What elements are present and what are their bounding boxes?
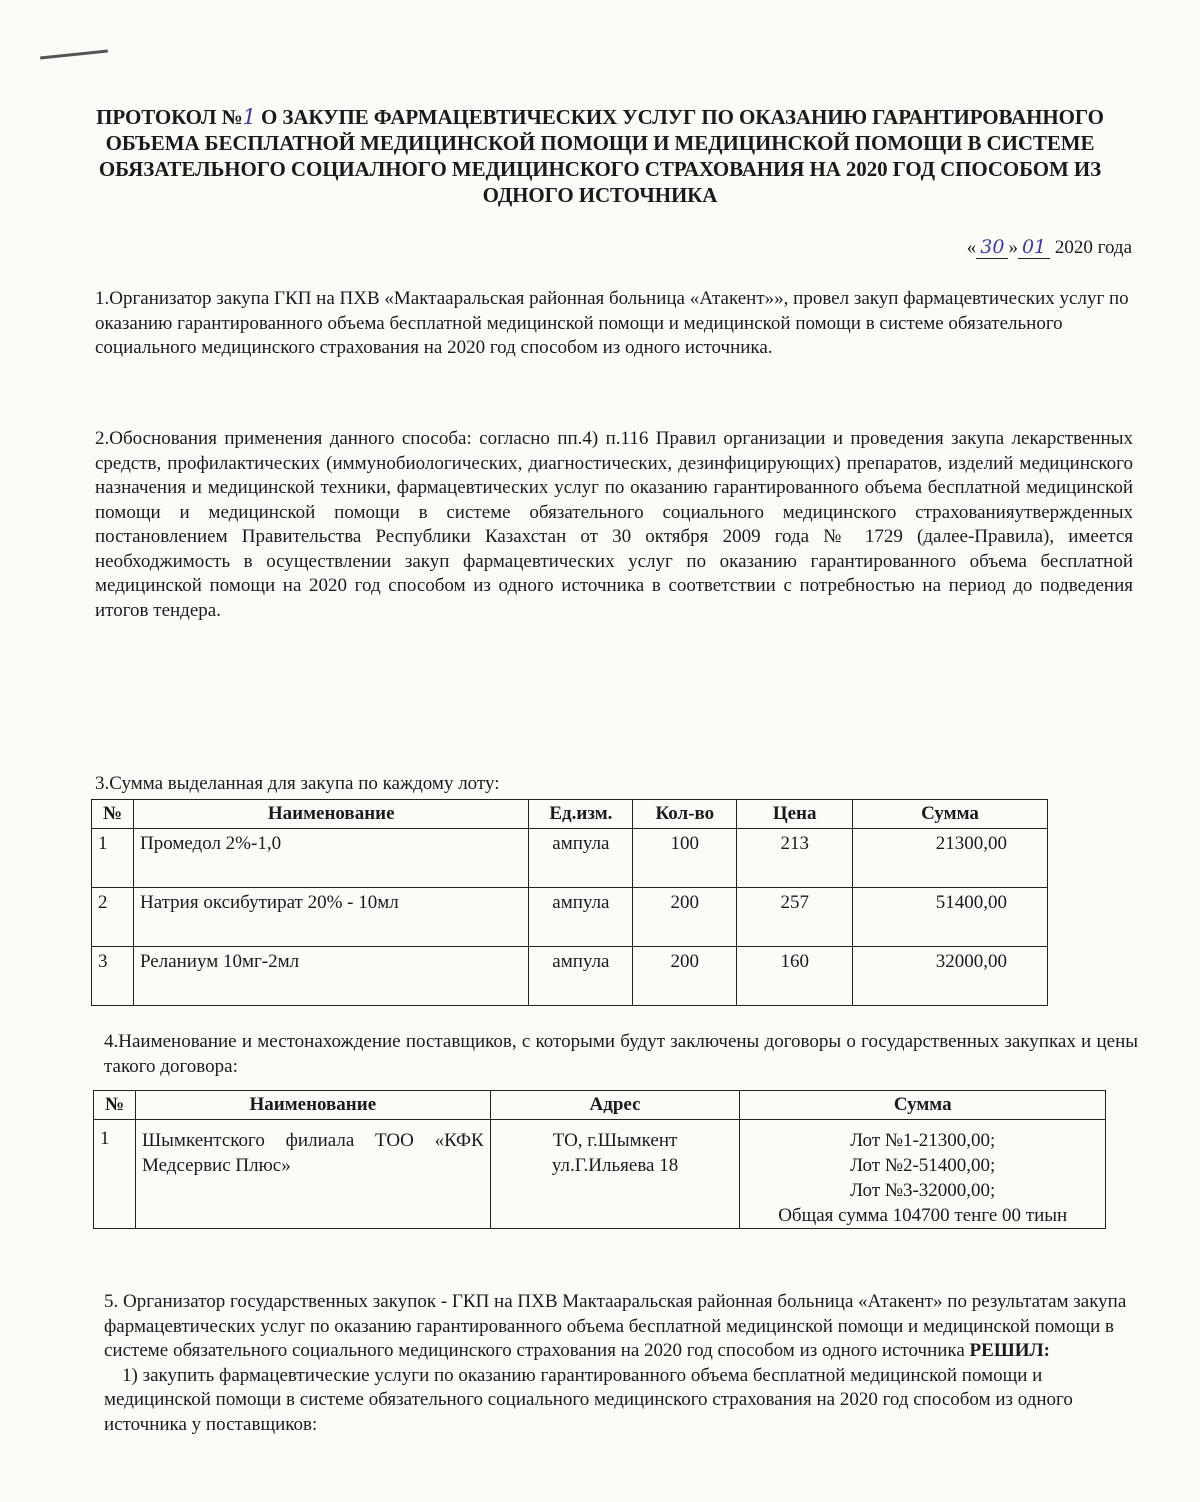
lots-col-unit: Ед.изм. — [529, 800, 633, 829]
suppliers-col-num: № — [94, 1091, 136, 1120]
lot-qty: 200 — [633, 947, 737, 1006]
lot-qty: 200 — [633, 888, 737, 947]
lots-col-qty: Кол-во — [633, 800, 737, 829]
lots-table-header — [92, 800, 1048, 829]
supplier-address — [490, 1120, 740, 1229]
lot-num: 2 — [92, 888, 134, 947]
suppliers-col-name: Наименование — [135, 1091, 490, 1120]
supplier-sum-line: Лот №1-21300,00; — [850, 1130, 996, 1151]
section-5-decision — [104, 1290, 1138, 1437]
section-5-text: 5. Организатор государственных закупок - ГКП на ПХВ Мактааральская районная больница «Атакент» по результатам закупа фармацевтических услуг по оказанию гарантированного объема бесплатной медицинской помощи и медицинской помощи в системе обязательного социального медицинского страхования на 2020 год способом из одного источника — [104, 1291, 1127, 1361]
document-title — [60, 104, 1140, 208]
title-prefix: ПРОТОКОЛ № — [96, 105, 243, 129]
lot-qty: 100 — [633, 829, 737, 888]
supplier-sum-line: Общая сумма 104700 тенге 00 тиын — [778, 1205, 1068, 1226]
supplier-address-line: ТО, г.Шымкент — [552, 1130, 678, 1151]
suppliers-table-header — [94, 1091, 1106, 1120]
lot-price: 160 — [737, 947, 853, 1006]
supplier-sum — [740, 1120, 1106, 1229]
table-row — [92, 829, 1048, 888]
lot-num: 3 — [92, 947, 134, 1006]
lot-sum: 51400,00 — [853, 888, 1048, 947]
table-row — [92, 947, 1048, 1006]
table-row — [94, 1120, 1106, 1229]
section-4-heading: 4.Наименование и местонахождение поставщиков, с которыми будут заключены договоры о государственных закупках и цены такого договора: — [104, 1031, 1138, 1077]
document-date — [870, 236, 1132, 259]
date-year: 2020 года — [1050, 237, 1132, 258]
suppliers-table — [93, 1090, 1106, 1229]
protocol-number-handwritten: 1 — [242, 105, 256, 129]
lots-col-sum: Сумма — [853, 800, 1048, 829]
lot-sum: 32000,00 — [853, 947, 1048, 1006]
lot-sum: 21300,00 — [853, 829, 1048, 888]
section-5-decided: РЕШИЛ: — [969, 1340, 1050, 1361]
scan-pen-mark — [40, 49, 108, 59]
section-2-justification: 2.Обоснования применения данного способа: согласно пп.4) п.116 Правил организации и проведения закупа лекарственных средств, профилактических (иммунобиологических, диагностических, дезинфицирующих) препаратов, изделий медицинского назначения и медицинской техники, фармацевтических услуг по оказанию гарантированного объема бесплатной медицинской помощи и медицинской помощи в системе обязательного социального медицинского страхованияутвержденных постановлением Правительства Республики Казахстан от 30 октября 2009 года № 1729 (далее-Правила), имеется необходжимость в осуществлении закуп фармацевтических услуг по оказанию гарантированного объема бесплатной медицинской помощи на 2020 год способом из одного источника в соответствии с потребностью на период до подведения итогов тендера. — [95, 428, 1133, 621]
lot-name: Натрия оксибутират 20% - 10мл — [133, 888, 528, 947]
supplier-address-line: ул.Г.Ильяева 18 — [551, 1155, 679, 1176]
lot-unit: ампула — [529, 888, 633, 947]
title-rest: О ЗАКУПЕ ФАРМАЦЕВТИЧЕСКИХ УСЛУГ ПО ОКАЗАНИЮ ГАРАНТИРОВАННОГО ОБЪЕМА БЕСПЛАТНОЙ МЕДИЦИНСКОЙ ПОМОЩИ И МЕДИЦИНСКОЙ ПОМОЩИ В СИСТЕМЕ ОБЯЗАТЕЛЬНОГО СОЦИАЛНОГО МЕДИЦИНСКОГО СТРАХОВАНИЯ НА 2020 ГОД СПОСОБОМ ИЗ ОДНОГО ИСТОЧНИКА — [98, 105, 1104, 207]
lot-price: 213 — [737, 829, 853, 888]
supplier-sum-line: Лот №3-32000,00; — [850, 1180, 996, 1201]
lot-name: Промедол 2%-1,0 — [133, 829, 528, 888]
lot-unit: ампула — [529, 829, 633, 888]
suppliers-col-address: Адрес — [490, 1091, 740, 1120]
date-quote-open: « — [966, 237, 977, 258]
section-1-organizer: 1.Организатор закупа ГКП на ПХВ «Мактааральская районная больница «Атакент»», провел закуп фармацевтических услуг по оказанию гарантированного объема бесплатной медицинской помощи и медицинской помощи в системе обязательного социального медицинского страхования на 2020 год способом из одного источника. — [95, 288, 1129, 358]
date-quote-close: » — [1008, 237, 1018, 258]
date-month-handwritten: 01 — [1018, 236, 1050, 259]
suppliers-col-sum: Сумма — [740, 1091, 1106, 1120]
lots-col-num: № — [92, 800, 134, 829]
supplier-sum-line: Лот №2-51400,00; — [850, 1155, 996, 1176]
lots-col-price: Цена — [737, 800, 853, 829]
table-row — [92, 888, 1048, 947]
lots-table — [91, 799, 1048, 1006]
lot-unit: ампула — [529, 947, 633, 1006]
lots-col-name: Наименование — [133, 800, 528, 829]
supplier-num: 1 — [94, 1120, 136, 1229]
section-5-item-1: 1) закупить фармацевтические услуги по оказанию гарантированного объема бесплатной медицинской помощи и медицинской помощи в системе обязательного социального медицинского страхования на 2020 год способом из одного источника у поставщиков: — [104, 1364, 1073, 1435]
section-3-heading: 3.Сумма выделанная для закупа по каждому лоту: — [95, 773, 500, 794]
lot-num: 1 — [92, 829, 134, 888]
supplier-name: Шымкентского филиала ТОО «КФК Медсервис Плюс» — [135, 1120, 490, 1229]
date-day-handwritten: 30 — [976, 236, 1008, 259]
lot-name: Реланиум 10мг-2мл — [133, 947, 528, 1006]
lot-price: 257 — [737, 888, 853, 947]
